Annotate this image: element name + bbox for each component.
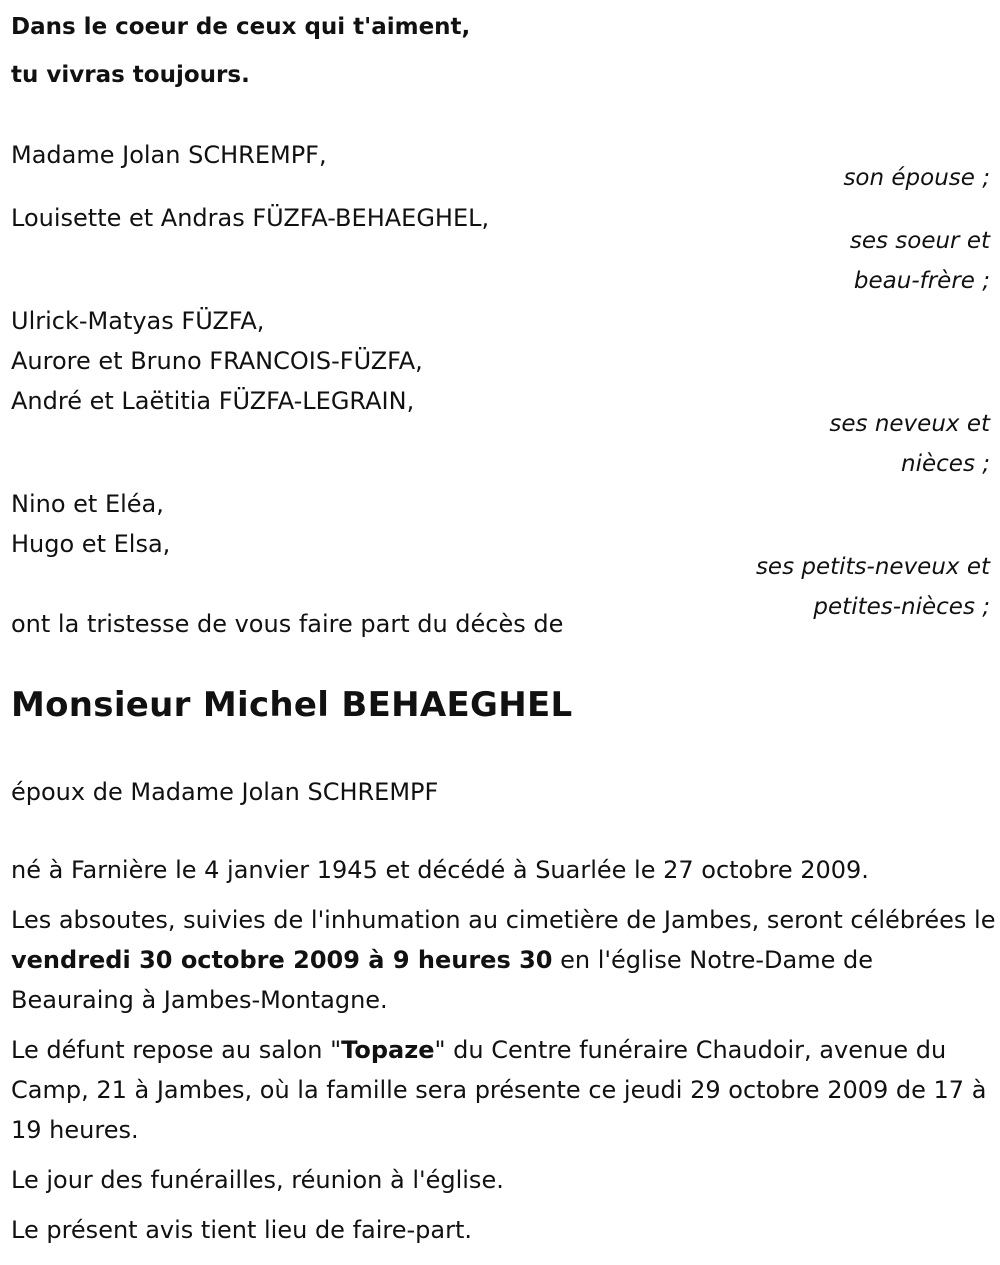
- funeral-paragraph: [11, 900, 996, 1020]
- visitation-text-part-1: Le défunt repose au salon ": [11, 1036, 342, 1064]
- grandnephew-entry: Hugo et Elsa,: [11, 530, 171, 558]
- visitation-salon-name: Topaze: [341, 1036, 435, 1064]
- birth-death-paragraph: né à Farnière le 4 janvier 1945 et décédé à Suarlée le 27 octobre 2009.: [11, 856, 869, 884]
- spouse-name: Madame Jolan SCHREMPF,: [11, 141, 327, 169]
- deceased-name: Monsieur Michel BEHAEGHEL: [11, 685, 573, 725]
- announcement-text: ont la tristesse de vous faire part du décès de: [11, 610, 564, 638]
- grandnephew-entry: Nino et Eléa,: [11, 490, 164, 518]
- epigraph-line-1: Dans le coeur de ceux qui t'aiment,: [11, 14, 471, 40]
- siblings-relation-line-2: beau-frère ;: [853, 268, 990, 294]
- nephews-relation-line-2: nièces ;: [901, 451, 990, 477]
- spouse-relation: son épouse ;: [843, 165, 990, 191]
- funeral-text-part-1: Les absoutes, suivies de l'inhumation au cimetière de Jambes, seront célébrées le: [11, 906, 996, 934]
- grandnephews-relation-line-1: ses petits-neveux et: [755, 554, 990, 580]
- deceased-spouse-of: époux de Madame Jolan SCHREMPF: [11, 778, 439, 806]
- nephew-entry: Aurore et Bruno FRANCOIS-FÜZFA,: [11, 347, 423, 375]
- grandnephews-relation-line-2: petites-nièces ;: [813, 594, 990, 620]
- notice-paragraph: Le présent avis tient lieu de faire-part.: [11, 1216, 473, 1244]
- epigraph-line-2: tu vivras toujours.: [11, 62, 250, 88]
- nephew-entry: André et Laëtitia FÜZFA-LEGRAIN,: [11, 387, 415, 415]
- nephew-entry: Ulrick-Matyas FÜZFA,: [11, 307, 265, 335]
- meeting-paragraph: Le jour des funérailles, réunion à l'église.: [11, 1166, 504, 1194]
- nephews-relation-line-1: ses neveux et: [829, 411, 990, 437]
- funeral-text-part-2: en l'église Notre-Dame de Beauraing à Jambes-Montagne.: [11, 946, 874, 1014]
- visitation-paragraph: [11, 1030, 996, 1150]
- siblings-relation-line-1: ses soeur et: [849, 228, 990, 254]
- siblings-name: Louisette et Andras FÜZFA-BEHAEGHEL,: [11, 204, 490, 232]
- funeral-datetime: vendredi 30 octobre 2009 à 9 heures 30: [11, 946, 553, 974]
- visitation-text-part-2: " du Centre funéraire Chaudoir, avenue du Camp, 21 à Jambes, où la famille sera présente ce jeudi 29 octobre 2009 de 17 à 19 heures.: [11, 1036, 987, 1144]
